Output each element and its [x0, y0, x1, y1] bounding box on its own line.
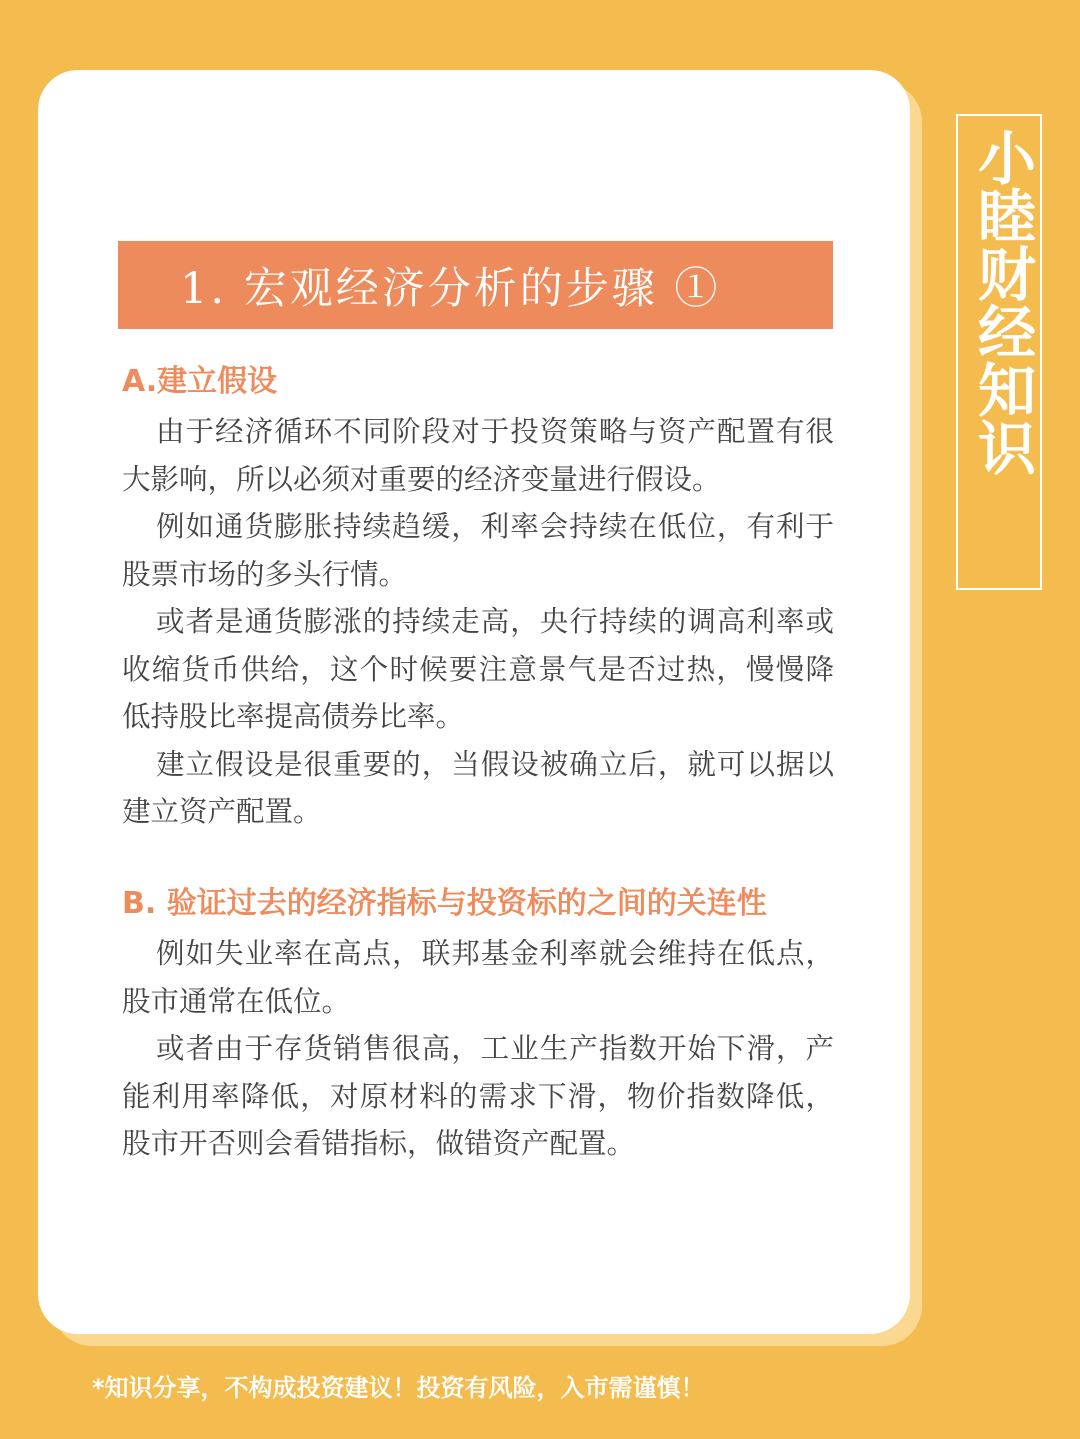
side-label-box [956, 114, 1042, 590]
title-banner [118, 241, 833, 329]
section-a-paragraph-3: 或者是通货膨涨的持续走高，央行持续的调高利率或收缩货币供给，这个时候要注意景气是否过热，慢慢降低持股比率提高债券比率。 [122, 605, 834, 733]
section-b-paragraph-1: 例如失业率在高点，联邦基金利率就会维持在低点，股市通常在低位。 [122, 937, 834, 1018]
section-b-paragraph-2: 或者由于存货销售很高，工业生产指数开始下滑，产能利用率降低，对原材料的需求下滑，物价指数降低，股市开否则会看错指标，做错资产配置。 [122, 1032, 834, 1160]
section-b [122, 880, 834, 1168]
side-label-text: 小睦财经知识 [968, 128, 1036, 476]
section-a-heading: A.建立假设 [122, 364, 278, 399]
section-b-heading: B. 验证过去的经济指标与投资标的之间的关连性 [122, 886, 767, 921]
section-a-paragraph-2: 例如通货膨胀持续趋缓，利率会持续在低位，有利于股票市场的多头行情。 [122, 510, 834, 591]
section-a [122, 358, 834, 836]
section-a-paragraph-4: 建立假设是很重要的，当假设被确立后，就可以据以建立资产配置。 [122, 747, 834, 828]
disclaimer-text: *知识分享，不构成投资建议！投资有风险，入市需谨慎！ [92, 1374, 705, 1402]
section-a-paragraph-1: 由于经济循环不同阶段对于投资策略与资产配置有很大影响，所以必须对重要的经济变量进行假设。 [122, 415, 834, 496]
page-title: 1. 宏观经济分析的步骤 ① [180, 263, 721, 314]
